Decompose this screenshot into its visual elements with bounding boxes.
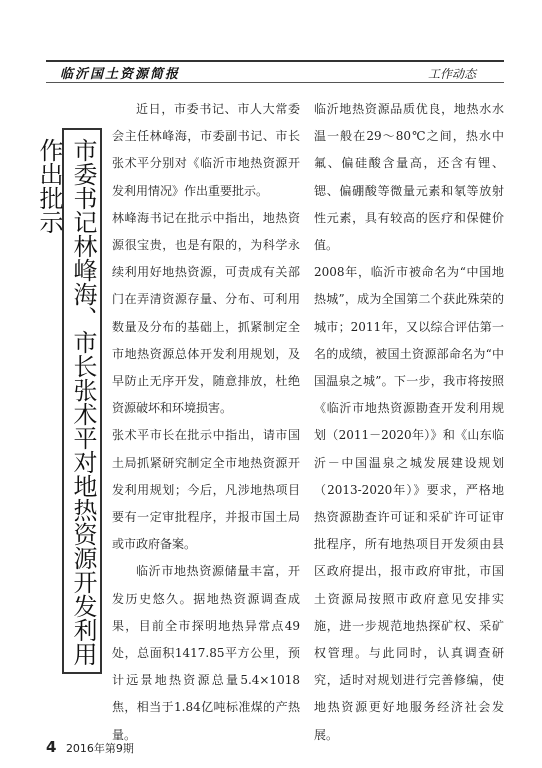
article-title: 市委书记林峰海、市长张术平对地热资源开发利用作出批示 [35,138,97,666]
text-column-1 [112,96,300,749]
article-title-box [35,128,102,674]
journal-name: 临沂国土资源简报 [60,67,181,82]
header-rule-top [46,60,504,62]
paragraph: 近日，市委书记、市人大常委会主任林峰海，市委副书记、市长张术平分别对《临沂市地热资源开发利用情况》作出重要批示。 [112,102,300,198]
header-rule-bottom [46,82,504,83]
paragraph: 临沂地热资源品质优良，地热水水温一般在29～80℃之间，热水中氟、偏硅酸含量高，还含有锂、锶、偏硼酸等微量元素和氡等放射性元素，具有较高的医疗和保健价值。 [314,102,504,253]
section-label: 工作动态 [427,67,476,81]
paragraph: 2008年，临沂市被命名为“中国地热城”，成为全国第二个获此殊荣的城市；2011年，又以综合评估第一名的成绩，被国土资源部命名为“中国温泉之城”。下一步，我市将按照《临沂市地热资源勘查开发利用规划（2011－2020年）》和《山东临沂－中国温泉之城发展建设规划（2013-2020年）》要求，严格地热资源勘查许可证和采矿许可证审批程序，所有地热项目开发须由县区政府提出，报市政府审批，市国土资源局按照市政府意见安排实施，进一步规范地热探矿权、采矿权管理。与此同时，认真调查研究，适时对规划进行完善修编，使地热资源更好地服务经济社会发展。 [314,265,504,742]
footer [46,738,134,756]
paragraph: 林峰海书记在批示中指出，地热资源很宝贵，也是有限的，为科学永续利用好地热资源，可责成有关部门在弄清资源存量、分布、可利用数量及分布的基础上，抓紧制定全市地热资源总体开发利用规划，及早防止无序开发，随意排放，杜绝资源破坏和环境损害。 [112,210,300,416]
page-number: 4 [46,738,57,756]
paragraph: 张术平市长在批示中指出，请市国土局抓紧研究制定全市地热资源开发利用规划；今后，凡涉地热项目要有一定审批程序，并报市国土局或市政府备案。 [112,428,300,552]
issue-label: 2016年第9期 [65,742,134,755]
text-column-2 [314,96,504,749]
paragraph: 临沂市地热资源储量丰富，开发历史悠久。据地热资源调查成果，目前全市探明地热异常点49处，总面积1417.85平方公里，预计远景地热资源总量5.4×1018焦，相当于1.84亿吨标准煤的产热量。 [112,564,300,742]
